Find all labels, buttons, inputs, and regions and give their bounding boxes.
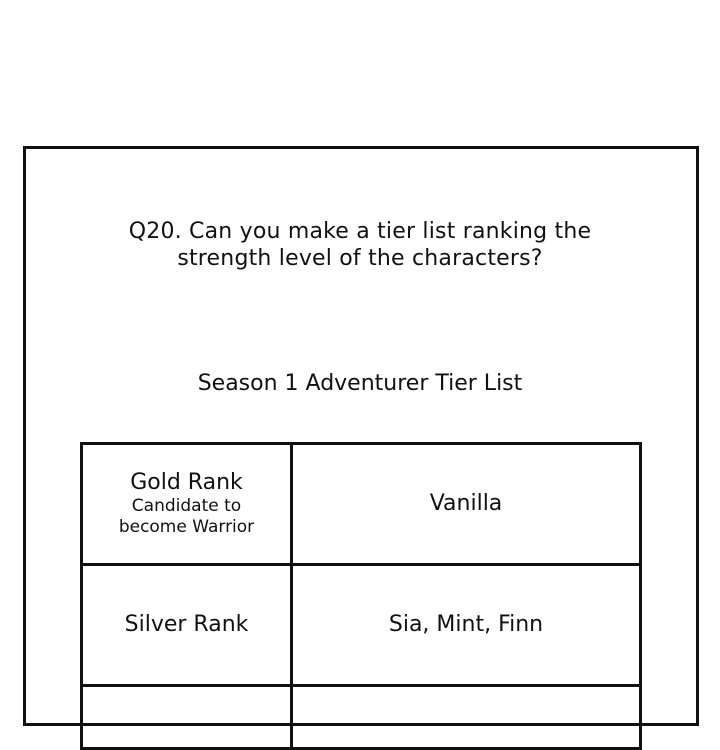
rank-cell-silver xyxy=(82,565,292,686)
question-text xyxy=(0,218,720,272)
question-line-2: strength level of the characters? xyxy=(177,246,543,271)
rank-members: Vanilla xyxy=(429,491,503,516)
tier-list-title: Season 1 Adventurer Tier List xyxy=(197,371,523,396)
members-cell-silver xyxy=(292,565,641,686)
table-row xyxy=(82,444,641,565)
rank-subtitle-line-2: become Warrior xyxy=(118,517,255,537)
rank-name: Gold Rank xyxy=(130,470,243,495)
rank-cell-gold xyxy=(82,444,292,565)
rank-name: Silver Rank xyxy=(124,612,249,637)
table-row xyxy=(82,686,641,749)
rank-cell-next xyxy=(82,686,292,749)
rank-subtitle-line-1: Candidate to xyxy=(131,496,242,516)
rank-members: Sia, Mint, Finn xyxy=(388,612,544,637)
members-cell-next xyxy=(292,686,641,749)
tier-list-table xyxy=(80,442,642,750)
table-row xyxy=(82,565,641,686)
question-line-1: Q20. Can you make a tier list ranking the xyxy=(128,219,592,244)
members-cell-gold xyxy=(292,444,641,565)
